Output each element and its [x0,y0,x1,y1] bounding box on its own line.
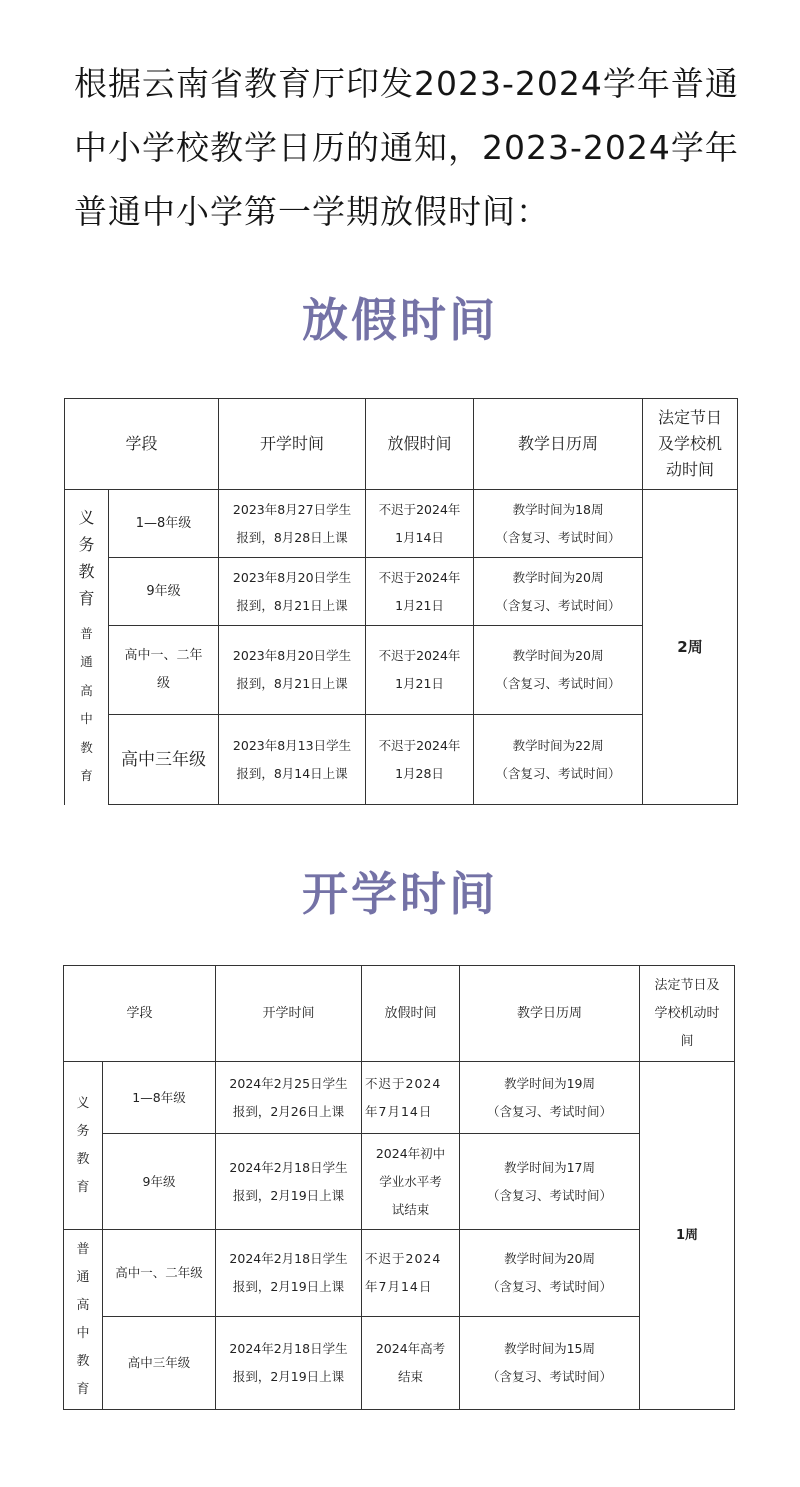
table-row [64,1317,735,1410]
table-header-row [64,966,735,1062]
holiday-cell: 2024年初中 学业水平考 试结束 [362,1134,460,1230]
weeks-cell: 教学时间为17周 （含复习、考试时间） [460,1134,640,1230]
holiday-cell: 不迟于2024 年7月14日 [362,1230,460,1317]
start-cell: 2023年8月20日学生 报到，8月21日上课 [219,626,366,715]
table-row [64,1230,735,1317]
table-row [65,490,738,558]
header-stage: 学段 [64,966,216,1062]
header-holiday: 放假时间 [366,399,474,490]
start-cell: 2023年8月20日学生 报到，8月21日上课 [219,558,366,626]
grade-cell: 9年级 [103,1134,216,1230]
group-label-highschool: 普 通 高 中 教 育 [64,1230,103,1410]
intro-line-3: 普通中小学第一学期放假时间： [74,192,550,231]
school-start-schedule-table [63,965,735,1410]
header-flex-time: 法定节日及 学校机动时 间 [640,966,735,1062]
table-row [65,715,738,805]
intro-line-2: 中小学校教学日历的通知，2023-2024学年 [74,128,739,167]
flex-time-value: 2周 [643,490,738,805]
grade-cell: 1—8年级 [103,1062,216,1134]
header-weeks: 教学日历周 [474,399,643,490]
header-stage: 学段 [65,399,219,490]
weeks-cell: 教学时间为15周 （含复习、考试时间） [460,1317,640,1410]
section-title-holiday: 放假时间 [302,293,498,347]
start-cell: 2024年2月18日学生 报到，2月19日上课 [216,1317,362,1410]
grade-cell: 高中一、二年级 [103,1230,216,1317]
grade-cell: 高中三年级 [103,1317,216,1410]
weeks-cell: 教学时间为18周 （含复习、考试时间） [474,490,643,558]
header-holiday: 放假时间 [362,966,460,1062]
weeks-cell: 教学时间为22周 （含复习、考试时间） [474,715,643,805]
header-start: 开学时间 [219,399,366,490]
group-label-compulsory: 义 务 教 育 [64,1062,103,1230]
holiday-cell: 不迟于2024 年7月14日 [362,1062,460,1134]
table-row [64,1062,735,1134]
table-row [65,626,738,715]
grade-cell: 高中三年级 [109,715,219,805]
section-title-school-start: 开学时间 [302,867,498,921]
grade-cell: 高中一、二年 级 [109,626,219,715]
weeks-cell: 教学时间为20周 （含复习、考试时间） [474,626,643,715]
header-weeks: 教学日历周 [460,966,640,1062]
grade-cell: 1—8年级 [109,490,219,558]
start-cell: 2023年8月13日学生 报到，8月14日上课 [219,715,366,805]
intro-line-1: 根据云南省教育厅印发2023-2024学年普通 [74,64,739,103]
holiday-cell: 不迟于2024年 1月14日 [366,490,474,558]
weeks-cell: 教学时间为20周 （含复习、考试时间） [460,1230,640,1317]
table-row [64,1134,735,1230]
holiday-schedule-table [64,398,738,805]
flex-time-value: 1周 [640,1062,735,1410]
table-header-row [65,399,738,490]
weeks-cell: 教学时间为20周 （含复习、考试时间） [474,558,643,626]
table-row [65,558,738,626]
holiday-cell: 2024年高考 结束 [362,1317,460,1410]
weeks-cell: 教学时间为19周 （含复习、考试时间） [460,1062,640,1134]
start-cell: 2023年8月27日学生 报到，8月28日上课 [219,490,366,558]
group-label-compulsory-and-highschool: 义 务 教 育 普 通 高 中 教 育 [65,490,109,805]
grade-cell: 9年级 [109,558,219,626]
intro-paragraph [74,52,744,244]
start-cell: 2024年2月18日学生 报到，2月19日上课 [216,1134,362,1230]
header-flex-time: 法定节日 及学校机 动时间 [643,399,738,490]
holiday-cell: 不迟于2024年 1月21日 [366,558,474,626]
start-cell: 2024年2月25日学生 报到，2月26日上课 [216,1062,362,1134]
holiday-cell: 不迟于2024年 1月21日 [366,626,474,715]
holiday-cell: 不迟于2024年 1月28日 [366,715,474,805]
start-cell: 2024年2月18日学生 报到，2月19日上课 [216,1230,362,1317]
header-start: 开学时间 [216,966,362,1062]
